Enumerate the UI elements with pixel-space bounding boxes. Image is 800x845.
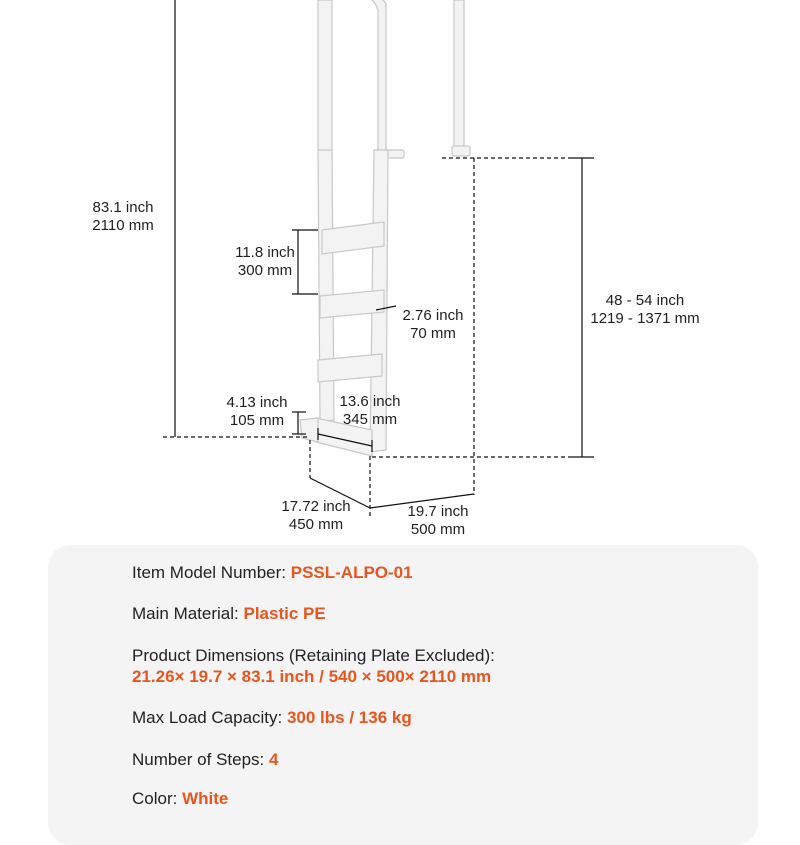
step-spacing-label: 11.8 inch 300 mm (235, 244, 295, 279)
spec-load-value: 300 lbs / 136 kg (286, 708, 412, 727)
spec-color-value: White (182, 789, 229, 808)
spec-dimensions-value: 21.26× 19.7 × 83.1 inch / 540 × 500× 2110 mm (132, 667, 492, 686)
spec-material: Main Material: Plastic PE (132, 604, 326, 623)
base-width-label: 19.7 inch 500 mm (407, 503, 469, 538)
water-depth-label: 48 - 54 inch 1219 - 1371 mm (590, 292, 700, 327)
spec-model-value: PSSL-ALPO-01 (290, 563, 413, 582)
foot-height-label: 4.13 inch 105 mm (226, 394, 288, 429)
spec-color: Color: White (132, 789, 229, 808)
ladder-illustration (300, 0, 470, 456)
spec-dimensions: Product Dimensions (Retaining Plate Excluded): 21.26× 19.7 × 83.1 inch / 540 × 500× 2110 mm (132, 646, 495, 686)
total-height-label: 83.1 inch 2110 mm (92, 199, 154, 234)
spec-steps: Number of Steps: 4 (132, 750, 279, 769)
spec-load: Max Load Capacity: 300 lbs / 136 kg (132, 708, 412, 727)
spec-model: Item Model Number: PSSL-ALPO-01 (132, 563, 413, 582)
inner-width-label: 13.6 inch 345 mm (339, 393, 401, 428)
spec-steps-value: 4 (269, 750, 279, 769)
step-depth-label: 2.76 inch 70 mm (402, 307, 464, 342)
spec-material-value: Plastic PE (243, 604, 326, 623)
base-depth-label: 17.72 inch 450 mm (281, 498, 351, 533)
